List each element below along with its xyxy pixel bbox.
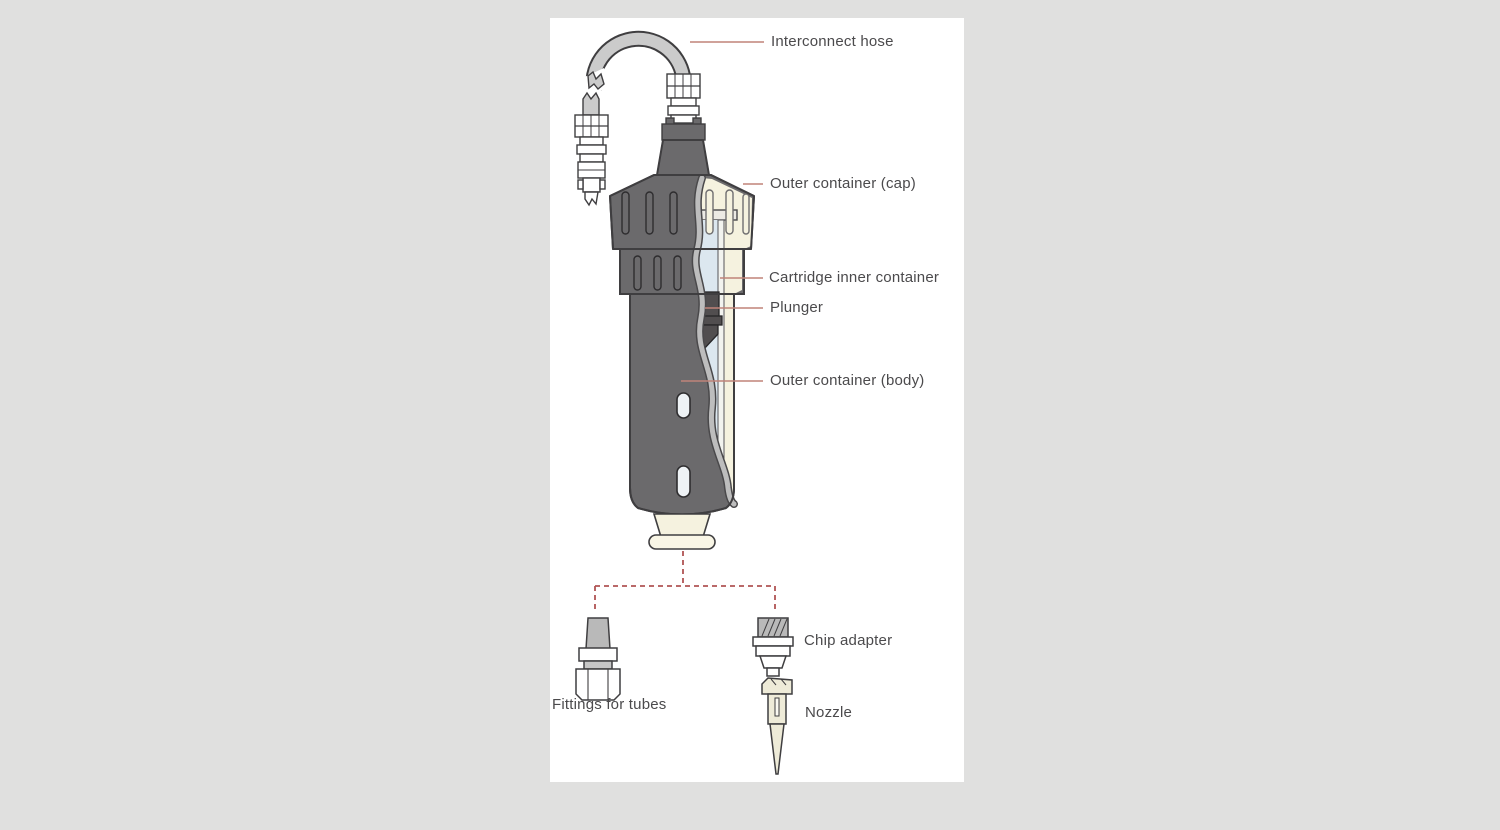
chip-adapter-illustration bbox=[753, 618, 793, 676]
nozzle-label: Nozzle bbox=[805, 704, 853, 721]
outer-container-cap-label: Outer container (cap) bbox=[770, 175, 916, 192]
cartridge-inner-container-label: Cartridge inner container bbox=[769, 269, 940, 286]
hose-left-connector bbox=[575, 93, 608, 205]
hose-right-connector bbox=[657, 74, 709, 175]
interconnect-hose-label: Interconnect hose bbox=[771, 33, 894, 50]
fittings-for-tubes-label: Fittings for tubes bbox=[552, 696, 667, 713]
dashed-connector-lines bbox=[595, 551, 775, 611]
diagram-illustration bbox=[550, 18, 964, 782]
outer-container-body-label: Outer container (body) bbox=[770, 372, 925, 389]
diagram-panel bbox=[550, 18, 964, 782]
outlet-tip-illustration bbox=[649, 514, 715, 549]
chip-adapter-label: Chip adapter bbox=[804, 632, 893, 649]
plunger-label: Plunger bbox=[770, 299, 824, 316]
fittings-for-tubes-illustration bbox=[576, 618, 620, 700]
nozzle-illustration bbox=[762, 678, 792, 774]
